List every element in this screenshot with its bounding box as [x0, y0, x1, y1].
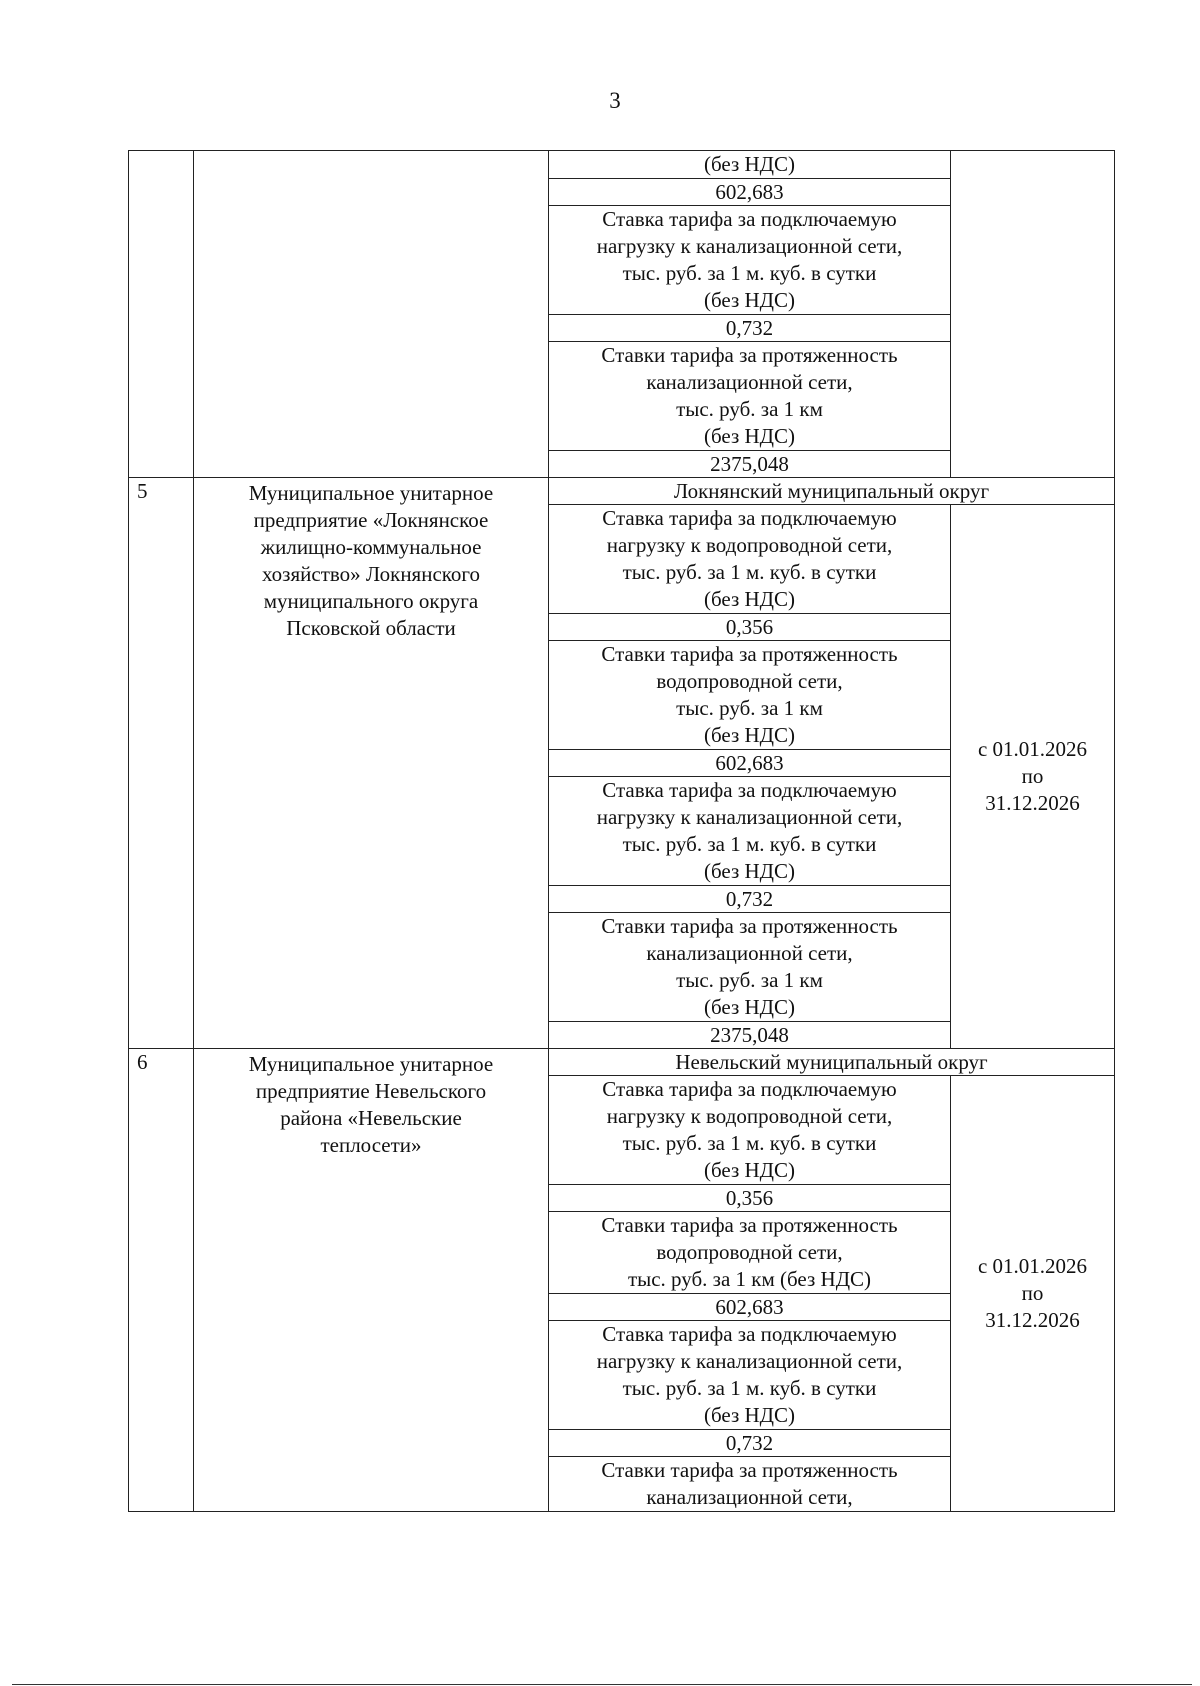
validity-period: с 01.01.2026 по 31.12.2026 — [951, 1076, 1115, 1512]
region-name: Невельский муниципальный округ — [549, 1049, 1115, 1076]
tariff-value: 0,732 — [549, 315, 951, 342]
tariff-value: 0,732 — [549, 886, 951, 913]
page-number: 3 — [609, 88, 621, 113]
entry-number: 5 — [129, 478, 194, 1049]
tariff-value: 2375,048 — [549, 1022, 951, 1049]
tariff-value: 0,356 — [549, 614, 951, 641]
tariff-value: 0,356 — [549, 1185, 951, 1212]
organization-name: Муниципальное унитарное предприятие Невельского района «Невельские теплосети» — [194, 1049, 549, 1512]
region-name: Локнянский муниципальный округ — [549, 478, 1115, 505]
organization-name: Муниципальное унитарное предприятие «Локнянское жилищно-коммунальное хозяйство» Локнянского муниципального округа Псковской области — [194, 478, 549, 1049]
validity-period: с 01.01.2026 по 31.12.2026 — [951, 505, 1115, 1049]
org-cell — [194, 151, 549, 478]
tariff-label: Ставки тарифа за протяженность водопроводной сети, тыс. руб. за 1 км (без НДС) — [549, 641, 951, 750]
tariff-label: Ставки тарифа за протяженность канализационной сети, тыс. руб. за 1 км (без НДС) — [549, 342, 951, 451]
tariff-value: 602,683 — [549, 750, 951, 777]
tariff-label: Ставки тарифа за протяженность водопроводной сети, тыс. руб. за 1 км (без НДС) — [549, 1212, 951, 1294]
tariff-value: 0,732 — [549, 1430, 951, 1457]
table-row — [129, 151, 1115, 179]
tariff-value: 602,683 — [549, 1294, 951, 1321]
tariff-label: Ставки тарифа за протяженность канализационной сети, — [549, 1457, 951, 1512]
tariff-table — [128, 150, 1115, 1512]
tariff-label: (без НДС) — [549, 151, 951, 179]
table-row — [129, 1049, 1115, 1076]
tariff-value: 602,683 — [549, 179, 951, 206]
period-cell — [951, 151, 1115, 478]
table-row — [129, 478, 1115, 505]
tariff-label: Ставка тарифа за подключаемую нагрузку к водопроводной сети, тыс. руб. за 1 м. куб. в сутки (без НДС) — [549, 1076, 951, 1185]
tariff-label: Ставка тарифа за подключаемую нагрузку к канализационной сети, тыс. руб. за 1 м. куб. в сутки (без НДС) — [549, 777, 951, 886]
tariff-label: Ставки тарифа за протяженность канализационной сети, тыс. руб. за 1 км (без НДС) — [549, 913, 951, 1022]
num-cell — [129, 151, 194, 478]
entry-number: 6 — [129, 1049, 194, 1512]
tariff-label: Ставка тарифа за подключаемую нагрузку к водопроводной сети, тыс. руб. за 1 м. куб. в сутки (без НДС) — [549, 505, 951, 614]
tariff-value: 2375,048 — [549, 451, 951, 478]
page-border — [12, 1684, 1192, 1685]
tariff-label: Ставка тарифа за подключаемую нагрузку к канализационной сети, тыс. руб. за 1 м. куб. в сутки (без НДС) — [549, 1321, 951, 1430]
tariff-label: Ставка тарифа за подключаемую нагрузку к канализационной сети, тыс. руб. за 1 м. куб. в сутки (без НДС) — [549, 206, 951, 315]
